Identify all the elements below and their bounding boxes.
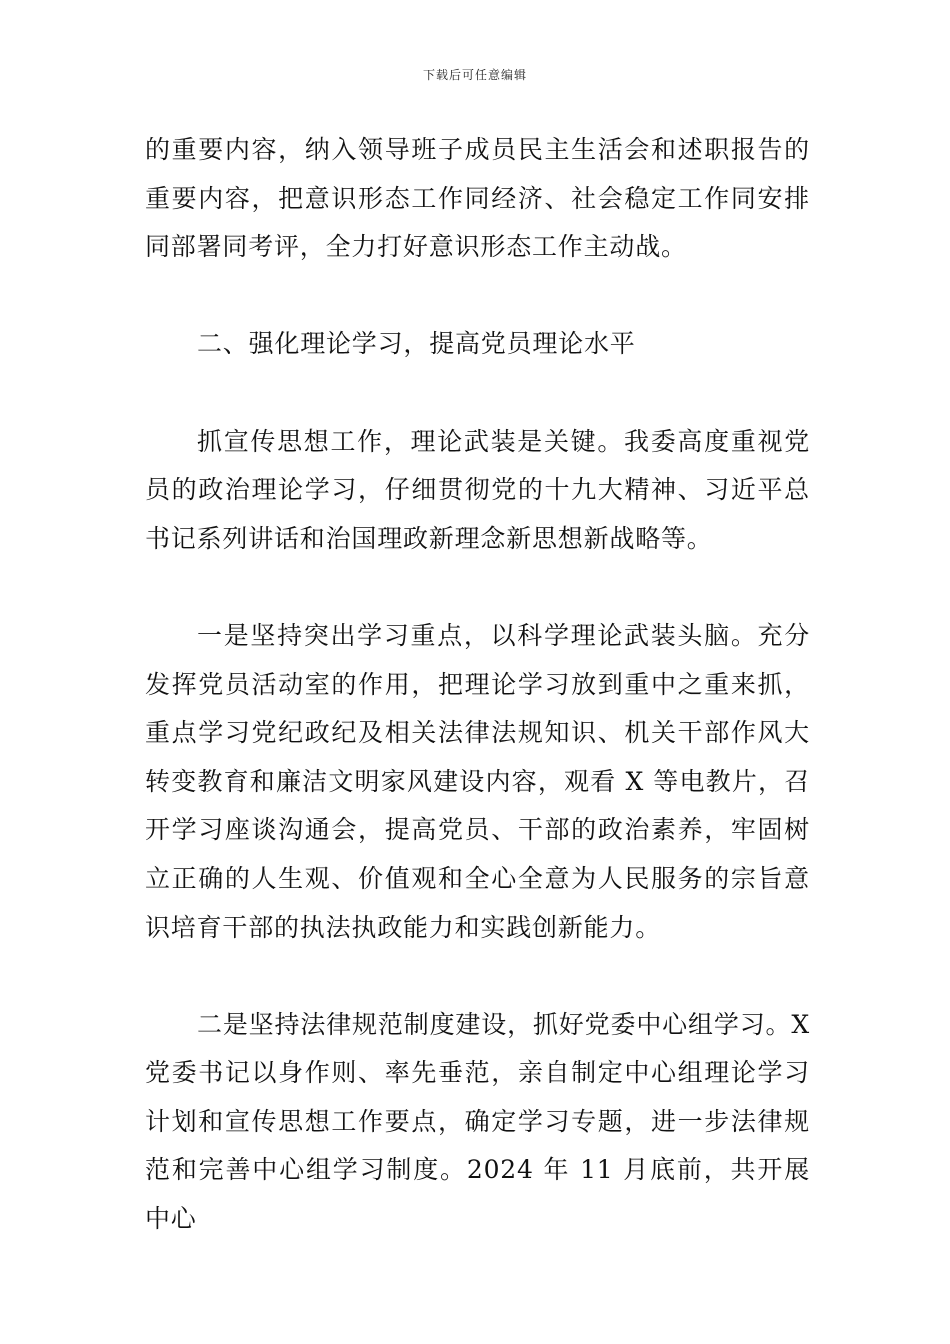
paragraph-continuation: 的重要内容，纳入领导班子成员民主生活会和述职报告的重要内容，把意识形态工作同经济、社会稳定工作同安排同部署同考评，全力打好意识形态工作主动战。 xyxy=(145,135,810,262)
paragraph-gap xyxy=(145,369,810,418)
paragraph-point-one: 一是坚持突出学习重点，以科学理论武装头脑。充分发挥党员活动室的作用，把理论学习放到重中之重来抓，重点学习党纪政纪及相关法律法规知识、机关干部作风大转变教育和廉洁文明家风建设内容，观看 X 等电教片，召开学习座谈沟通会，提高党员、干部的政治素养，牢固树立正确的人生观、价值观和全心全意为人民服务的宗旨意识培育干部的执法执政能力和实践创新能力。 xyxy=(145,620,810,942)
header-note: 下载后可任意编辑 xyxy=(422,68,527,82)
paragraph-gap xyxy=(145,952,810,1001)
document-body xyxy=(145,126,810,1244)
paragraph-gap xyxy=(145,563,810,612)
section-heading: 二、强化理论学习，提高党员理论水平 xyxy=(197,329,636,359)
paragraph-theory-intro: 抓宣传思想工作，理论武装是关键。我委高度重视党员的政治理论学习，仔细贯彻党的十九大精神、习近平总书记系列讲话和治国理政新理念新思想新战略等。 xyxy=(145,426,810,553)
paragraph-point-two: 二是坚持法律规范制度建设，抓好党委中心组学习。X党委书记以身作则、率先垂范，亲自制定中心组理论学习计划和宣传思想工作要点，确定学习专题，进一步法律规范和完善中心组学习制度。2024 年 11 月底前，共开展中心 xyxy=(145,1009,810,1234)
paragraph-gap xyxy=(145,272,810,321)
